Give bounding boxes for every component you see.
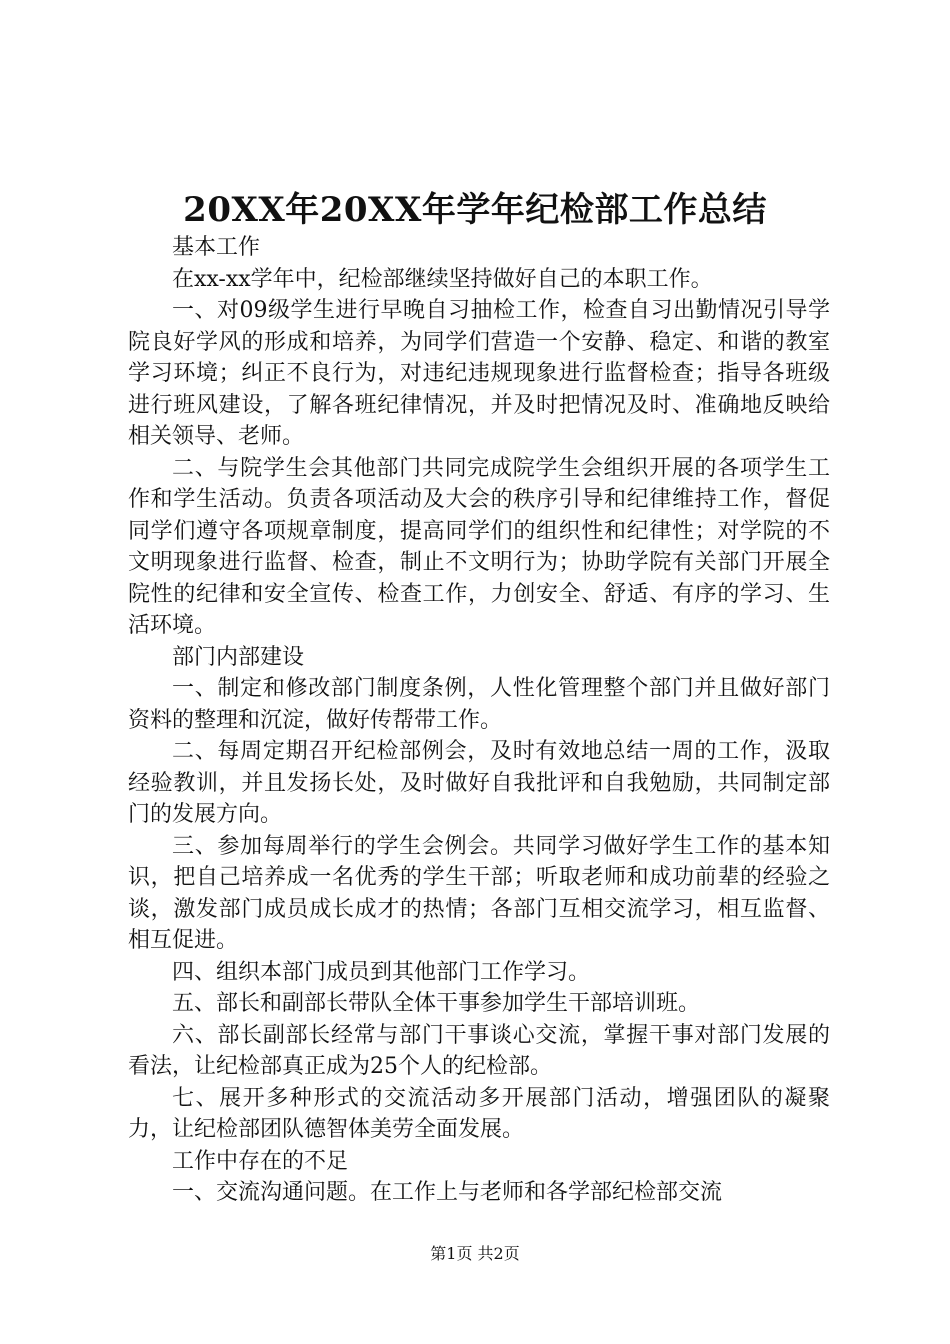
- paragraph: 一、制定和修改部门制度条例，人性化管理整个部门并且做好部门资料的整理和沉淀，做好传帮带工作。: [128, 676, 830, 733]
- paragraph: 二、每周定期召开纪检部例会，及时有效地总结一周的工作，汲取经验教训，并且发扬长处，及时做好自我批评和自我勉励，共同制定部门的发展方向。: [128, 739, 830, 827]
- paragraph: 四、组织本部门成员到其他部门工作学习。: [172, 959, 591, 985]
- paragraph: 一、对09级学生进行早晚自习抽检工作，检查自习出勤情况引导学院良好学风的形成和培养，为同学们营造一个安静、稳定、和谐的教室学习环境；纠正不良行为，对违纪违规现象进行监督检查；指导各班级进行班风建设，了解各班纪律情况，并及时把情况及时、准确地反映给相关领导、老师。: [128, 298, 830, 449]
- paragraph: 五、部长和副部长带队全体干事参加学生干部培训班。: [172, 991, 701, 1016]
- paragraph: 二、与院学生会其他部门共同完成院学生会组织开展的各项学生工作和学生活动。负责各项活动及大会的秩序引导和纪律维持工作，督促同学们遵守各项规章制度，提高同学们的组织性和纪律性；对学院的不文明现象进行监督、检查，制止不文明行为；协助学院有关部门开展全院性的纪律和安全宣传、检查工作，力创安全、舒适、有序的学习、生活环境。: [128, 455, 830, 638]
- page-number-footer: 第1页 共2页: [430, 1244, 520, 1263]
- section-heading-shortcomings: 工作中存在的不足: [172, 1148, 349, 1174]
- document-body: [128, 232, 830, 1209]
- section-heading-basic-work: 基本工作: [172, 235, 261, 260]
- paragraph: 在xx-xx学年中，纪检部继续坚持做好自己的本职工作。: [172, 266, 713, 292]
- document-title: 20XX年20XX年学年纪检部工作总结: [183, 190, 767, 230]
- paragraph: 六、部长副部长经常与部门干事谈心交流，掌握干事对部门发展的看法，让纪检部真正成为25个人的纪检部。: [128, 1022, 830, 1079]
- paragraph: 三、参加每周举行的学生会例会。共同学习做好学生工作的基本知识，把自己培养成一名优秀的学生干部；听取老师和成功前辈的经验之谈，激发部门成员成长成才的热情；各部门互相交流学习，相互监督、相互促进。: [128, 833, 830, 953]
- section-heading-internal-building: 部门内部建设: [172, 644, 305, 670]
- paragraph: 一、交流沟通问题。在工作上与老师和各学部纪检部交流: [172, 1180, 723, 1205]
- paragraph: 七、展开多种形式的交流活动多开展部门活动，增强团队的凝聚力，让纪检部团队德智体美劳全面发展。: [128, 1085, 830, 1142]
